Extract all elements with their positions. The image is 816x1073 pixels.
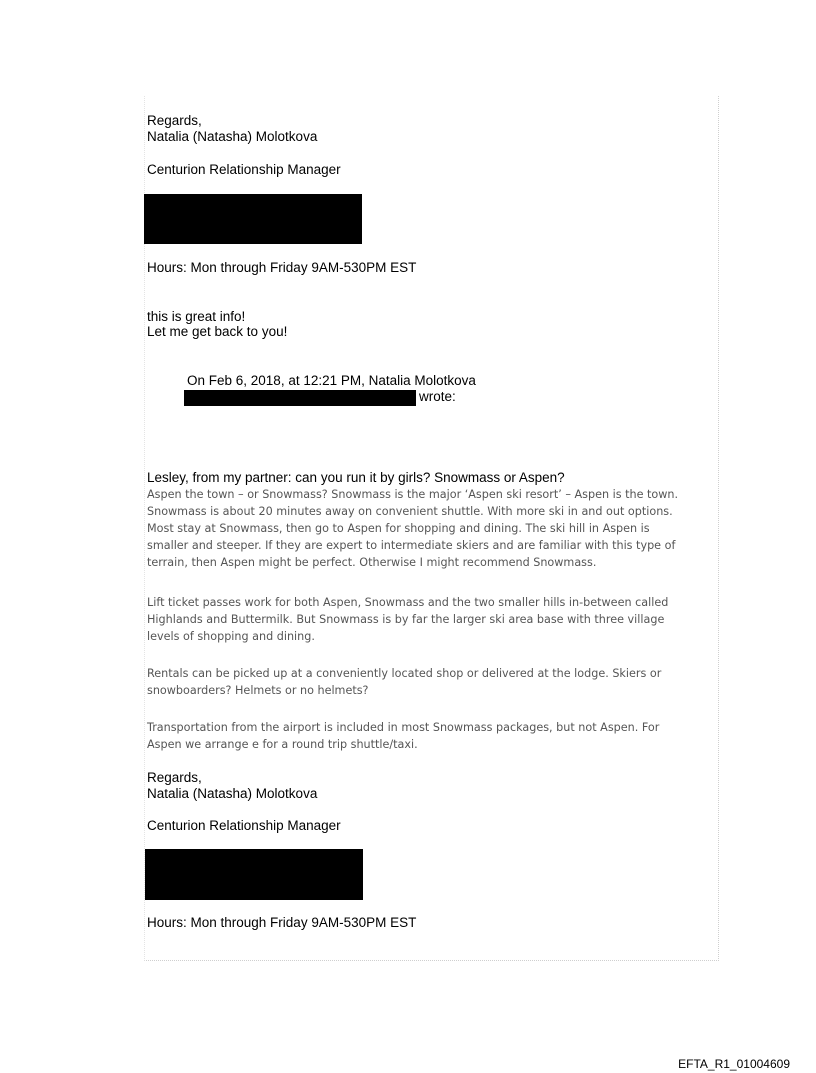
- quote-header-wrote: wrote:: [419, 389, 456, 404]
- paragraph-line: terrain, then Aspen might be perfect. Otherwise I might recommend Snowmass.: [147, 556, 597, 569]
- signature-hours: Hours: Mon through Friday 9AM-530PM EST: [147, 260, 417, 275]
- signature-regards: Regards,: [147, 770, 202, 785]
- quoted-paragraph-2: [147, 594, 717, 645]
- paragraph-line: Snowmass is about 20 minutes away on convenient shuttle. With more ski in and out options.: [147, 505, 673, 518]
- reply-line-2: Let me get back to you!: [147, 324, 288, 339]
- signature-hours: Hours: Mon through Friday 9AM-530PM EST: [147, 915, 417, 930]
- reply-line-1: this is great info!: [147, 309, 246, 324]
- signature-name: Natalia (Natasha) Molotkova: [147, 786, 318, 801]
- signature-name: Natalia (Natasha) Molotkova: [147, 129, 318, 144]
- redaction-bar: [184, 390, 416, 406]
- paragraph-line: snowboarders? Helmets or no helmets?: [147, 684, 369, 697]
- quoted-paragraph-4: [147, 719, 717, 753]
- paragraph-line: smaller and steeper. If they are expert to intermediate skiers and are familiar with this type of: [147, 539, 676, 552]
- signature-title: Centurion Relationship Manager: [147, 162, 341, 177]
- quoted-question: Lesley, from my partner: can you run it by girls? Snowmass or Aspen?: [147, 470, 565, 485]
- bates-number: EFTA_R1_01004609: [678, 1057, 790, 1071]
- quoted-paragraph-3: [147, 665, 717, 699]
- paragraph-line: Rentals can be picked up at a conveniently located shop or delivered at the lodge. Skiers or: [147, 667, 662, 680]
- signature-regards: Regards,: [147, 113, 202, 128]
- redaction-box: [144, 194, 362, 244]
- paragraph-line: Aspen we arrange e for a round trip shuttle/taxi.: [147, 738, 418, 751]
- redaction-box: [145, 849, 363, 900]
- paragraph-line: Most stay at Snowmass, then go to Aspen for shopping and dining. The ski hill in Aspen is: [147, 522, 650, 535]
- paragraph-line: Lift ticket passes work for both Aspen, Snowmass and the two smaller hills in-between called: [147, 596, 669, 609]
- paragraph-line: Transportation from the airport is included in most Snowmass packages, but not Aspen. For: [147, 721, 660, 734]
- paragraph-line: levels of shopping and dining.: [147, 630, 315, 643]
- quoted-paragraph-1: [147, 486, 717, 571]
- quote-header-line: On Feb 6, 2018, at 12:21 PM, Natalia Molotkova: [187, 373, 476, 388]
- paragraph-line: Highlands and Buttermilk. But Snowmass is by far the larger ski area base with three village: [147, 613, 665, 626]
- paragraph-line: Aspen the town – or Snowmass? Snowmass is the major ‘Aspen ski resort’ – Aspen is the town.: [147, 488, 679, 501]
- signature-title: Centurion Relationship Manager: [147, 818, 341, 833]
